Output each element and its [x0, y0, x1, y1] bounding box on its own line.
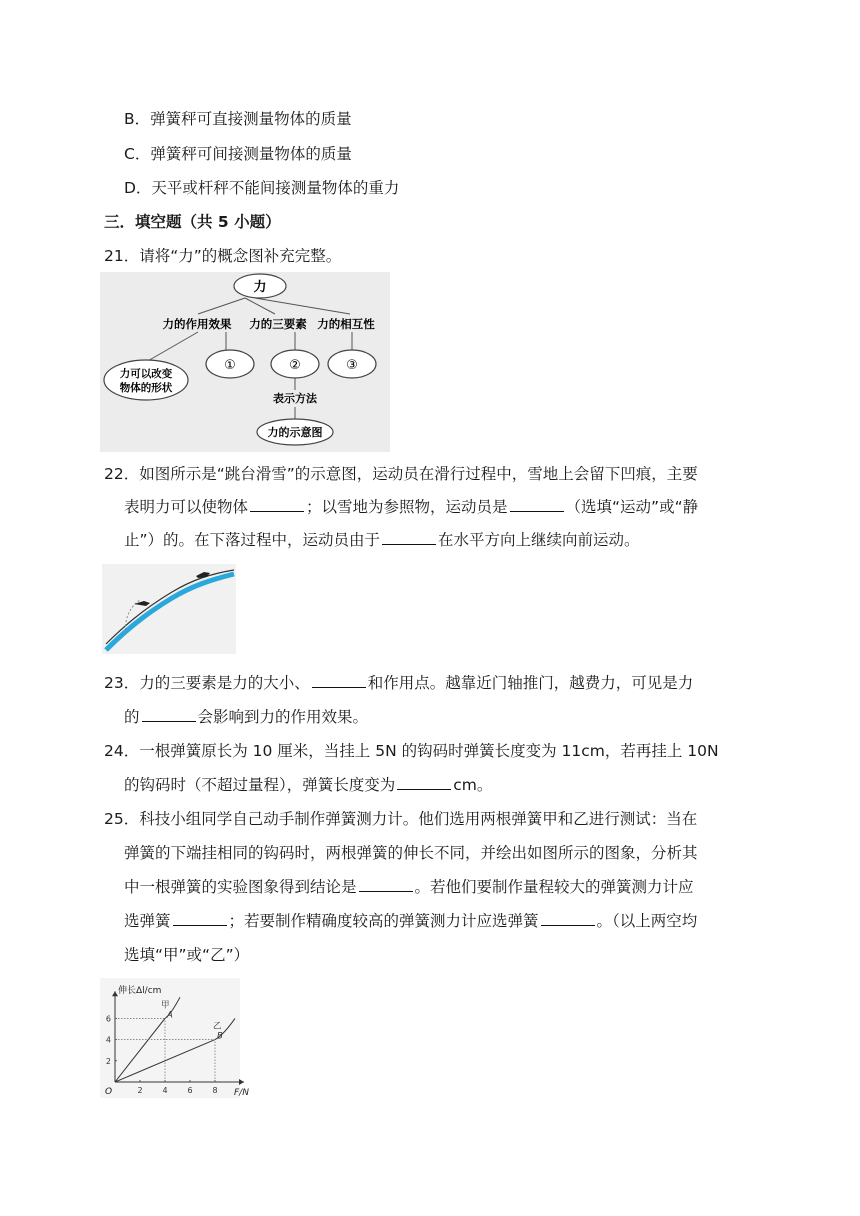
question-24-line2: [124, 774, 492, 796]
x-axis-arrow: [239, 1079, 244, 1085]
q22-text-e: 在水平方向上继续向前运动。: [438, 531, 640, 549]
q22-text-d: 止”）的。在下落过程中，运动员由于: [124, 531, 381, 549]
question-25-line1: 25．科技小组同学自己动手制作弹簧测力计。他们选用两根弹簧甲和乙进行测试：当在: [104, 810, 698, 828]
node-leaf-line1: 力可以改变: [119, 368, 173, 380]
q25-text-d: ；若要制作精确度较高的弹簧测力计应选弹簧: [228, 912, 539, 930]
spring-extension-chart: [100, 978, 249, 1098]
q22-blank-3: [382, 529, 436, 545]
node-root-text: 力: [253, 280, 267, 295]
question-22-line2: [124, 496, 698, 518]
x-tick-label-0: 2: [137, 1086, 143, 1095]
q25-blank-3: [541, 910, 595, 926]
node-blank-2-text: ②: [289, 358, 301, 373]
question-23-line2: [124, 706, 368, 728]
q22-blank-1: [250, 496, 304, 512]
y-tick-label-1: 4: [105, 1035, 111, 1045]
q23-text-a: 23．力的三要素是力的大小、: [104, 674, 310, 692]
q23-text-b: 和作用点。越靠近门轴推门，越费力，可见是力: [367, 674, 694, 692]
origin-label: O: [105, 1087, 113, 1097]
q23-blank-1: [312, 672, 366, 688]
q24-text-b: cm。: [453, 776, 493, 794]
q25-text-a: 中一根弹簧的实验图象得到结论是: [124, 878, 357, 896]
q23-text-d: 会影响到力的作用效果。: [197, 708, 369, 726]
point-label-0: A: [167, 1010, 173, 1021]
q23-blank-2: [142, 706, 196, 722]
node-three-elements: 力的三要素: [249, 317, 307, 331]
node-method: 表示方法: [273, 392, 317, 405]
q25-blank-2: [173, 910, 227, 926]
q23-text-c: 的: [124, 708, 140, 726]
x-tick-label-1: 4: [162, 1086, 168, 1095]
x-tick-label-3: 8: [212, 1086, 218, 1095]
q22-blank-2: [510, 496, 564, 512]
q25-text-c: 选弹簧: [124, 912, 171, 930]
q25-blank-1: [359, 876, 413, 892]
node-effect: 力的作用效果: [162, 317, 232, 331]
question-25-line3: [124, 876, 694, 898]
option-b: B．弹簧秤可直接测量物体的质量: [124, 110, 352, 128]
concept-map: [100, 272, 390, 452]
question-22-line3: [124, 529, 640, 551]
node-leaf: [104, 360, 188, 400]
q22-text-a: 表明力可以使物体: [124, 498, 249, 516]
question-25-line4: [124, 910, 697, 932]
q25-text-e: 。（以上两空均: [596, 912, 698, 930]
series-name-1: 乙: [213, 1021, 222, 1032]
y-tick-label-2: 6: [105, 1014, 111, 1024]
question-21: 21．请将“力”的概念图补充完整。: [104, 247, 342, 265]
ski-jump-illustration: [102, 564, 236, 654]
q25-text-b: 。若他们要制作量程较大的弹簧测力计应: [414, 878, 694, 896]
y-axis-label: 伸长Δl/cm: [118, 986, 162, 997]
q24-blank-1: [397, 774, 451, 790]
series-name-0: 甲: [161, 1000, 170, 1011]
x-tick-label-2: 6: [187, 1086, 193, 1095]
question-25-line5: 选填“甲”或“乙”）: [124, 946, 250, 964]
option-c: C．弹簧秤可间接测量物体的质量: [124, 145, 352, 163]
node-blank-1-text: ①: [224, 358, 236, 373]
question-22-line1: 22．如图所示是“跳台滑雪”的示意图，运动员在滑行过程中，雪地上会留下凹痕，主要: [104, 465, 698, 483]
y-tick-label-0: 2: [105, 1056, 111, 1066]
node-leaf-line2: 物体的形状: [119, 382, 173, 394]
question-24-line1: 24．一根弹簧原长为 10 厘米，当挂上 5N 的钩码时弹簧长度变为 11cm，若再挂上 10N: [104, 742, 719, 760]
point-label-1: B: [217, 1031, 223, 1042]
question-25-line2: 弹簧的下端挂相同的钩码时，两根弹簧的伸长不同，并绘出如图所示的图象，分析其: [124, 844, 698, 862]
q24-text-a: 的钩码时（不超过量程），弹簧长度变为: [124, 776, 396, 794]
section-title: 三．填空题（共 5 小题）: [104, 213, 281, 231]
x-axis-label: F/N: [234, 1088, 249, 1098]
node-diagram-text: 力的示意图: [267, 426, 323, 439]
node-mutuality: 力的相互性: [317, 317, 375, 331]
q22-text-b: ；以雪地为参照物，运动员是: [306, 498, 508, 516]
node-blank-3-text: ③: [346, 358, 358, 373]
option-d: D．天平或杆秤不能间接测量物体的重力: [124, 179, 400, 197]
q22-text-c: （选填“运动”或“静: [565, 498, 699, 516]
question-23-line1: [104, 672, 693, 694]
